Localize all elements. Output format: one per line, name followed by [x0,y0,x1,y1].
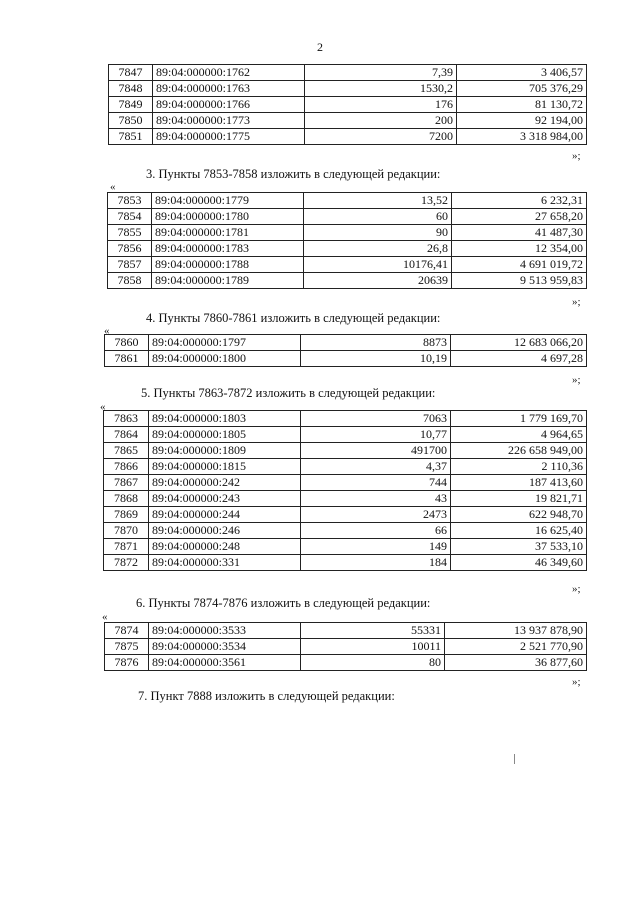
row-number: 7856 [108,241,152,257]
cadastral-value: 3 318 984,00 [457,129,587,145]
area-value: 744 [301,475,451,491]
row-number: 7868 [104,491,149,507]
cadastral-number: 89:04:000000:3561 [149,655,301,671]
area-value: 43 [301,491,451,507]
area-value: 26,8 [304,241,452,257]
row-number: 7861 [105,351,149,367]
cadastral-number: 89:04:000000:242 [149,475,301,491]
area-value: 200 [305,113,457,129]
table-row [105,655,587,671]
table-row [104,427,587,443]
row-number: 7858 [108,273,152,289]
table-row [108,241,587,257]
row-number: 7860 [105,335,149,351]
cadastral-value: 19 821,71 [451,491,587,507]
table-5 [103,410,587,571]
row-number: 7867 [104,475,149,491]
cadastral-number: 89:04:000000:1763 [153,81,305,97]
row-number: 7875 [105,639,149,655]
cadastral-value: 27 658,20 [452,209,587,225]
cadastral-value: 12 354,00 [452,241,587,257]
row-number: 7855 [108,225,152,241]
row-number: 7874 [105,623,149,639]
table-row [108,257,587,273]
area-value: 8873 [301,335,451,351]
row-number: 7849 [109,97,153,113]
row-number: 7876 [105,655,149,671]
cadastral-value: 81 130,72 [457,97,587,113]
open-quote-4: « [104,325,110,337]
cadastral-number: 89:04:000000:1809 [149,443,301,459]
table-row [109,97,587,113]
table-row [105,335,587,351]
table-1 [108,64,587,145]
cadastral-value: 2 110,36 [451,459,587,475]
table-row [109,129,587,145]
row-number: 7872 [104,555,149,571]
row-number: 7869 [104,507,149,523]
area-value: 20639 [304,273,452,289]
cadastral-number: 89:04:000000:1805 [149,427,301,443]
row-number: 7857 [108,257,152,273]
cadastral-number: 89:04:000000:1781 [152,225,304,241]
table-row [105,351,587,367]
cadastral-value: 4 697,28 [451,351,587,367]
cadastral-value: 2 521 770,90 [445,639,587,655]
row-number: 7870 [104,523,149,539]
open-quote-6: « [102,611,108,623]
cadastral-value: 9 513 959,83 [452,273,587,289]
area-value: 90 [304,225,452,241]
cadastral-number: 89:04:000000:1789 [152,273,304,289]
area-value: 7063 [301,411,451,427]
section-heading-3: 3. Пункты 7853-7858 изложить в следующей редакции: [146,167,441,181]
cadastral-number: 89:04:000000:246 [149,523,301,539]
close-quote-6: »; [572,676,581,688]
cadastral-value: 16 625,40 [451,523,587,539]
cadastral-number: 89:04:000000:244 [149,507,301,523]
area-value: 7200 [305,129,457,145]
row-number: 7865 [104,443,149,459]
table-3 [107,192,587,289]
row-number: 7863 [104,411,149,427]
area-value: 10,77 [301,427,451,443]
row-number: 7871 [104,539,149,555]
table-row [108,273,587,289]
close-quote-3: »; [572,296,581,308]
cadastral-number: 89:04:000000:1815 [149,459,301,475]
area-value: 149 [301,539,451,555]
table-row [104,523,587,539]
cadastral-number: 89:04:000000:1788 [152,257,304,273]
row-number: 7864 [104,427,149,443]
table-row [104,491,587,507]
open-quote-5: « [100,401,106,413]
table-row [105,639,587,655]
section-heading-7: 7. Пункт 7888 изложить в следующей редакции: [138,689,395,703]
close-quote-4: »; [572,374,581,386]
cadastral-number: 89:04:000000:1773 [153,113,305,129]
row-number: 7853 [108,193,152,209]
table-row [109,81,587,97]
area-value: 80 [301,655,445,671]
cadastral-value: 187 413,60 [451,475,587,491]
row-number: 7847 [109,65,153,81]
cadastral-value: 226 658 949,00 [451,443,587,459]
scan-mark [514,754,515,764]
cadastral-number: 89:04:000000:331 [149,555,301,571]
table-row [109,65,587,81]
area-value: 55331 [301,623,445,639]
cadastral-number: 89:04:000000:1779 [152,193,304,209]
cadastral-number: 89:04:000000:1775 [153,129,305,145]
area-value: 184 [301,555,451,571]
cadastral-value: 4 691 019,72 [452,257,587,273]
table-row [104,443,587,459]
area-value: 491700 [301,443,451,459]
cadastral-value: 6 232,31 [452,193,587,209]
cadastral-number: 89:04:000000:248 [149,539,301,555]
cadastral-number: 89:04:000000:243 [149,491,301,507]
close-quote-5: »; [572,583,581,595]
table-4 [104,334,587,367]
row-number: 7851 [109,129,153,145]
table-row [104,411,587,427]
row-number: 7848 [109,81,153,97]
section-heading-5: 5. Пункты 7863-7872 изложить в следующей редакции: [141,386,436,400]
cadastral-number: 89:04:000000:1762 [153,65,305,81]
cadastral-value: 622 948,70 [451,507,587,523]
table-6 [104,622,587,671]
area-value: 66 [301,523,451,539]
cadastral-value: 12 683 066,20 [451,335,587,351]
row-number: 7866 [104,459,149,475]
table-row [104,539,587,555]
area-value: 4,37 [301,459,451,475]
table-row [108,225,587,241]
cadastral-value: 13 937 878,90 [445,623,587,639]
area-value: 13,52 [304,193,452,209]
cadastral-number: 89:04:000000:1783 [152,241,304,257]
section-heading-4: 4. Пункты 7860-7861 изложить в следующей редакции: [146,311,441,325]
section-heading-6: 6. Пункты 7874-7876 изложить в следующей редакции: [136,596,431,610]
table-row [104,555,587,571]
cadastral-value: 4 964,65 [451,427,587,443]
cadastral-value: 46 349,60 [451,555,587,571]
table-row [104,507,587,523]
table-row [109,113,587,129]
cadastral-value: 37 533,10 [451,539,587,555]
cadastral-value: 92 194,00 [457,113,587,129]
area-value: 10176,41 [304,257,452,273]
open-quote-3: « [110,181,116,193]
page-number: 2 [317,40,323,54]
cadastral-value: 705 376,29 [457,81,587,97]
table-row [108,209,587,225]
table-row [104,459,587,475]
cadastral-value: 36 877,60 [445,655,587,671]
cadastral-value: 1 779 169,70 [451,411,587,427]
cadastral-number: 89:04:000000:1797 [149,335,301,351]
cadastral-value: 41 487,30 [452,225,587,241]
area-value: 10011 [301,639,445,655]
area-value: 1530,2 [305,81,457,97]
cadastral-number: 89:04:000000:1766 [153,97,305,113]
row-number: 7850 [109,113,153,129]
area-value: 2473 [301,507,451,523]
table-row [105,623,587,639]
cadastral-number: 89:04:000000:1803 [149,411,301,427]
cadastral-number: 89:04:000000:1800 [149,351,301,367]
row-number: 7854 [108,209,152,225]
area-value: 10,19 [301,351,451,367]
close-quote-1: »; [572,150,581,162]
cadastral-value: 3 406,57 [457,65,587,81]
table-row [108,193,587,209]
area-value: 176 [305,97,457,113]
cadastral-number: 89:04:000000:3534 [149,639,301,655]
table-row [104,475,587,491]
area-value: 7,39 [305,65,457,81]
cadastral-number: 89:04:000000:1780 [152,209,304,225]
cadastral-number: 89:04:000000:3533 [149,623,301,639]
area-value: 60 [304,209,452,225]
